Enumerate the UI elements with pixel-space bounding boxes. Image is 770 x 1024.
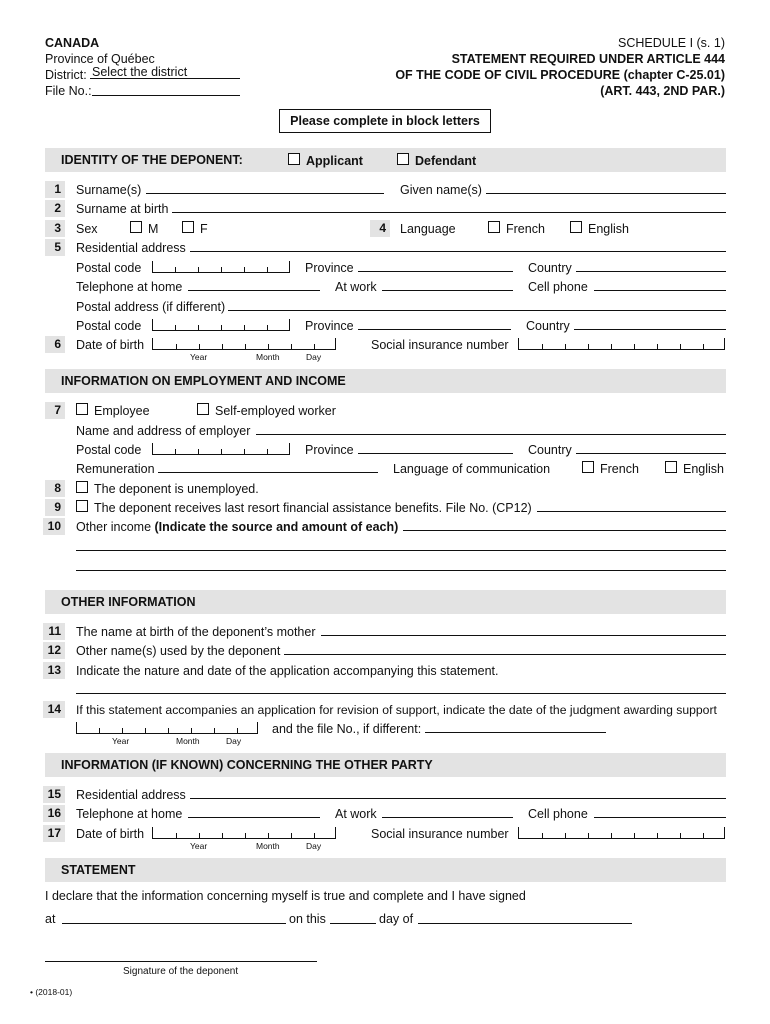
employer-label: Name and address of employer	[76, 424, 251, 438]
other-party-heading: INFORMATION (IF KNOWN) CONCERNING THE OTHER PARTY	[61, 758, 433, 772]
country-field[interactable]	[574, 316, 726, 330]
statement-heading: STATEMENT	[61, 863, 136, 877]
employment-section-header	[45, 369, 726, 393]
comm-french-label: French	[600, 462, 639, 476]
nature-field[interactable]	[76, 680, 726, 694]
day-field[interactable]	[330, 910, 376, 924]
item-number: 9	[45, 499, 65, 516]
day-caption: Day	[306, 841, 322, 851]
employee-label: Employee	[94, 404, 150, 418]
postal-code-label: Postal code	[76, 261, 142, 275]
signature-caption: Signature of the deponent	[123, 966, 239, 977]
province-field[interactable]	[358, 440, 513, 454]
sin-field[interactable]	[518, 338, 725, 350]
cp12-file-field[interactable]	[537, 498, 726, 512]
province-field[interactable]	[358, 258, 513, 272]
date-of-birth-label: Date of birth	[76, 338, 145, 352]
year-caption: Year	[190, 352, 208, 362]
party-telephone-label: Telephone at home	[76, 807, 183, 821]
postal-code-field[interactable]	[152, 443, 290, 455]
last-resort-label: The deponent receives last resort financial assistance benefits. File No. (CP12)	[94, 501, 532, 515]
party-residential-label: Residential address	[76, 788, 186, 802]
postal-address-label: Postal address (if different)	[76, 300, 226, 314]
lang-comm-label: Language of communication	[393, 462, 551, 476]
item-number: 11	[43, 623, 65, 640]
at-work-label: At work	[335, 280, 377, 294]
telephone-home-label: Telephone at home	[76, 280, 183, 294]
self-employed-label: Self-employed worker	[215, 404, 336, 418]
country-label: Country	[528, 261, 572, 275]
mother-name-label: The name at birth of the deponent’s mother	[76, 625, 316, 639]
defendant-label: Defendant	[415, 154, 477, 168]
telephone-home-field[interactable]	[188, 277, 320, 291]
revision-label: If this statement accompanies an application for revision of support, indicate the date of the judgment awarding support	[76, 703, 717, 717]
signed-at-field[interactable]	[62, 910, 286, 924]
party-dob-field[interactable]	[152, 827, 336, 839]
postal-code-field[interactable]	[152, 319, 290, 331]
party-at-work-label: At work	[335, 807, 377, 821]
postal-code-label: Postal code	[76, 443, 142, 457]
statement-section-header	[45, 858, 726, 882]
item-number: 3	[45, 220, 65, 237]
month-year-field[interactable]	[418, 910, 632, 924]
comm-english-label: English	[683, 462, 724, 476]
month-caption: Month	[256, 841, 280, 851]
declaration-text: I declare that the information concerning myself is true and complete and I have signed	[45, 889, 526, 903]
title-line-2: OF THE CODE OF CIVIL PROCEDURE (chapter C-25.01)	[395, 68, 725, 82]
surnames-label: Surname(s)	[76, 183, 142, 197]
other-income-note: (Indicate the source and amount of each)	[154, 520, 399, 534]
residential-field[interactable]	[190, 238, 726, 252]
form-version: • (2018-01)	[30, 987, 73, 997]
sex-label: Sex	[76, 222, 98, 236]
country-label: Country	[526, 319, 570, 333]
at-work-field[interactable]	[382, 277, 513, 291]
date-of-birth-field[interactable]	[152, 338, 336, 350]
district-select[interactable]	[90, 65, 240, 79]
item-number: 15	[43, 786, 65, 803]
province-label: Province	[305, 443, 354, 457]
party-dob-label: Date of birth	[76, 827, 145, 841]
cell-phone-label: Cell phone	[528, 280, 588, 294]
province-text: Province of Québec	[45, 52, 155, 66]
item-number: 16	[43, 805, 65, 822]
employee-checkbox[interactable]	[76, 403, 88, 415]
schedule-text: SCHEDULE I (s. 1)	[618, 36, 725, 50]
comm-french-checkbox[interactable]	[582, 461, 594, 473]
district-value: Select the district	[92, 65, 188, 79]
item-number: 1	[45, 181, 65, 198]
remuneration-field[interactable]	[158, 459, 378, 473]
other-income-label	[76, 520, 398, 535]
surname-birth-label: Surname at birth	[76, 202, 169, 216]
surname-birth-field[interactable]	[172, 199, 726, 213]
party-cell-field[interactable]	[594, 804, 726, 818]
unemployed-label: The deponent is unemployed.	[94, 482, 259, 496]
language-french-label: French	[506, 222, 545, 236]
mother-name-field[interactable]	[321, 622, 726, 636]
country-heading: CANADA	[45, 36, 100, 50]
year-caption: Year	[112, 736, 130, 746]
item-number: 17	[43, 825, 65, 842]
item-number: 8	[45, 480, 65, 497]
district-label: District:	[45, 68, 87, 82]
employment-heading: INFORMATION ON EMPLOYMENT AND INCOME	[61, 374, 346, 388]
sex-female-label: F	[200, 222, 208, 236]
language-label: Language	[400, 222, 456, 236]
party-sin-field[interactable]	[518, 827, 725, 839]
item-number: 14	[43, 701, 65, 718]
surnames-field[interactable]	[146, 180, 384, 194]
item-number: 7	[45, 402, 65, 419]
last-resort-checkbox[interactable]	[76, 500, 88, 512]
other-info-heading: OTHER INFORMATION	[61, 595, 196, 609]
file-no-label: File No.:	[45, 84, 92, 98]
title-line-1: STATEMENT REQUIRED UNDER ARTICLE 444	[451, 52, 725, 66]
identity-section-header	[45, 148, 726, 172]
file-no-field[interactable]	[92, 82, 240, 96]
other-income-line[interactable]	[76, 557, 726, 571]
sex-male-checkbox[interactable]	[130, 221, 142, 233]
item-number: 6	[45, 336, 65, 353]
cell-phone-field[interactable]	[594, 277, 726, 291]
other-names-label: Other name(s) used by the deponent	[76, 644, 281, 658]
party-residential-field[interactable]	[190, 785, 726, 799]
file-no-diff-field[interactable]	[425, 719, 606, 733]
day-of-label: day of	[379, 912, 414, 926]
given-names-label: Given name(s)	[400, 183, 482, 197]
residential-label: Residential address	[76, 241, 186, 255]
given-names-field[interactable]	[486, 180, 726, 194]
party-cell-label: Cell phone	[528, 807, 588, 821]
language-english-checkbox[interactable]	[570, 221, 582, 233]
employer-field[interactable]	[256, 421, 726, 435]
other-income-text: Other income	[76, 520, 152, 534]
day-caption: Day	[306, 352, 322, 362]
sex-male-label: M	[148, 222, 159, 236]
file-no-diff-label: and the file No., if different:	[272, 722, 422, 736]
comm-english-checkbox[interactable]	[665, 461, 677, 473]
self-employed-checkbox[interactable]	[197, 403, 209, 415]
postal-address-field[interactable]	[228, 297, 726, 311]
province-field[interactable]	[358, 316, 511, 330]
other-income-field[interactable]	[403, 517, 726, 531]
language-english-label: English	[588, 222, 629, 236]
identity-heading: IDENTITY OF THE DEPONENT:	[61, 153, 243, 167]
month-caption: Month	[256, 352, 280, 362]
language-french-checkbox[interactable]	[488, 221, 500, 233]
unemployed-checkbox[interactable]	[76, 481, 88, 493]
item-number: 12	[43, 642, 65, 659]
sin-label: Social insurance number	[371, 338, 509, 352]
judgment-date-field[interactable]	[76, 722, 258, 734]
defendant-checkbox[interactable]	[397, 153, 409, 165]
signature-field[interactable]	[45, 948, 317, 962]
item-number: 4	[370, 220, 390, 237]
title-line-3: (ART. 443, 2ND PAR.)	[600, 84, 725, 98]
item-number: 2	[45, 200, 65, 217]
month-caption: Month	[176, 736, 200, 746]
remuneration-label: Remuneration	[76, 462, 155, 476]
sex-female-checkbox[interactable]	[182, 221, 194, 233]
nature-label: Indicate the nature and date of the application accompanying this statement.	[76, 664, 499, 678]
country-field[interactable]	[576, 258, 726, 272]
item-number: 10	[43, 518, 65, 535]
other-names-field[interactable]	[284, 641, 726, 655]
province-label: Province	[305, 319, 354, 333]
other-party-section-header	[45, 753, 726, 777]
at-label: at	[45, 912, 56, 926]
block-letters-notice: Please complete in block letters	[279, 109, 491, 133]
country-label: Country	[528, 443, 572, 457]
party-telephone-field[interactable]	[188, 804, 320, 818]
item-number: 5	[45, 239, 65, 256]
party-sin-label: Social insurance number	[371, 827, 509, 841]
other-income-line[interactable]	[76, 537, 726, 551]
item-number: 13	[43, 662, 65, 679]
country-field[interactable]	[576, 440, 726, 454]
applicant-checkbox[interactable]	[288, 153, 300, 165]
province-label: Province	[305, 261, 354, 275]
postal-code-label: Postal code	[76, 319, 142, 333]
other-info-section-header	[45, 590, 726, 614]
day-caption: Day	[226, 736, 242, 746]
party-at-work-field[interactable]	[382, 804, 513, 818]
on-this-label: on this	[289, 912, 326, 926]
applicant-label: Applicant	[306, 154, 363, 168]
postal-code-field[interactable]	[152, 261, 290, 273]
year-caption: Year	[190, 841, 208, 851]
